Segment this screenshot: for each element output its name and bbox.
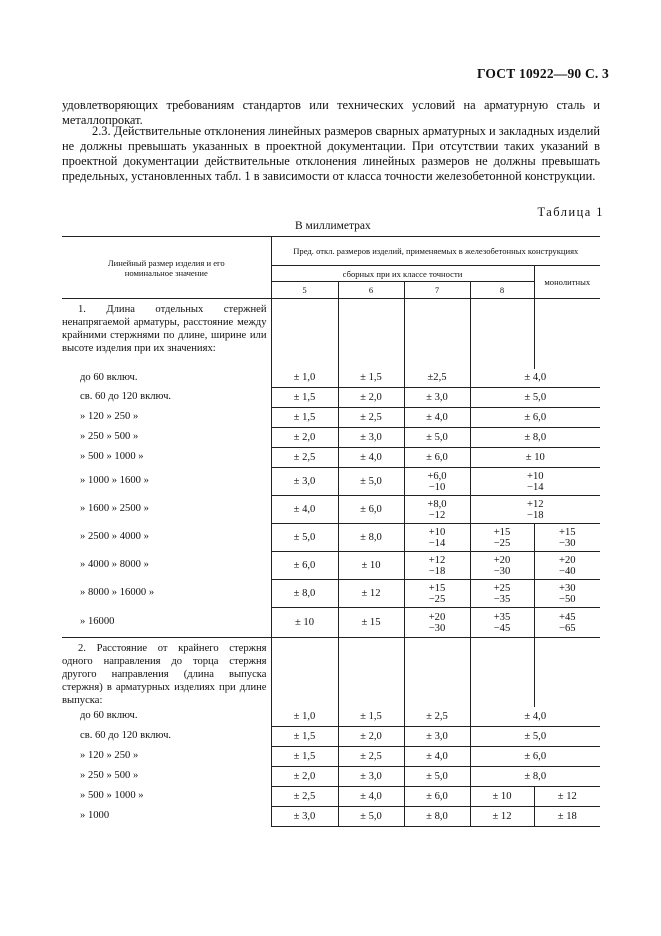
tolerance-line: +20 — [428, 611, 446, 623]
stacked-tolerance — [427, 499, 446, 521]
value-class-7 — [404, 468, 470, 496]
value-class-5: ± 4,0 — [271, 496, 338, 524]
row-label: » 2500 » 4000 » — [80, 531, 149, 543]
value-class-7 — [404, 496, 470, 524]
row-label: » 1600 » 2500 » — [80, 503, 149, 515]
empty-cell — [271, 638, 338, 708]
table-row — [62, 580, 600, 608]
value-class-5: ± 2,5 — [271, 786, 338, 806]
value-class-5: ± 1,5 — [271, 408, 338, 428]
value-class-5: ± 3,0 — [271, 468, 338, 496]
tolerance-line: +15 — [493, 526, 511, 538]
value-class-8-monolithic: ± 6,0 — [470, 746, 600, 766]
value-class-8-monolithic: ± 8,0 — [470, 428, 600, 448]
tolerance-line: +12 — [428, 554, 446, 566]
value-class-5: ± 6,0 — [271, 552, 338, 580]
stacked-tolerance — [527, 499, 544, 521]
tolerance-line: +25 — [493, 582, 511, 594]
empty-cell — [404, 299, 470, 369]
table-row — [62, 608, 600, 638]
tolerance-line: +8,0 — [427, 498, 447, 510]
header-class-7: 7 — [404, 282, 470, 299]
row-label: » 120 » 250 » — [80, 411, 139, 423]
row-label: » 250 » 500 » — [80, 769, 139, 781]
empty-cell — [534, 638, 600, 708]
tolerance-line: +10 — [428, 526, 446, 538]
value-monolithic — [534, 608, 600, 638]
tolerance-line: +35 — [493, 611, 511, 623]
tolerance-line: −40 — [558, 565, 576, 577]
value-class-8-monolithic: ± 10 — [470, 448, 600, 468]
tolerance-line: −30 — [493, 565, 511, 577]
value-class-8-monolithic: ± 5,0 — [470, 726, 600, 746]
value-class-6: ± 2,5 — [338, 408, 404, 428]
row-label: до 60 включ. — [80, 710, 138, 722]
paragraph-continuation: удовлетворяющих требованиям стандартов или технических условий на арматурную сталь и металлопрокат. — [62, 98, 600, 127]
value-class-8-monolithic: ± 4,0 — [470, 707, 600, 726]
section-label: 1. Длина отдельных стержней ненапрягаемой арматуры, расстояние между крайними стержнями по длине, ширине или высоте изделия при их значениях: — [62, 304, 267, 354]
tolerance-table — [62, 236, 600, 827]
row-label: св. 60 до 120 включ. — [80, 391, 172, 403]
stacked-tolerance — [559, 583, 576, 605]
header-class-5: 5 — [271, 282, 338, 299]
row-label: » 500 » 1000 » — [80, 451, 144, 463]
row-label: » 500 » 1000 » — [80, 789, 144, 801]
table-row — [62, 428, 600, 448]
value-class-8 — [470, 552, 534, 580]
section-header-row — [62, 638, 600, 708]
value-class-7 — [404, 524, 470, 552]
value-monolithic — [534, 552, 600, 580]
value-class-6: ± 2,5 — [338, 746, 404, 766]
row-label: » 16000 — [62, 608, 271, 638]
table-row — [62, 468, 600, 496]
stacked-tolerance — [559, 555, 576, 577]
value-class-5: ± 1,5 — [271, 746, 338, 766]
value-class-6: ± 15 — [338, 608, 404, 638]
value-class-8 — [470, 580, 534, 608]
value-class-7: ± 4,0 — [404, 408, 470, 428]
empty-cell — [271, 299, 338, 369]
table-title: Таблица 1 — [537, 205, 604, 219]
value-class-7: ± 4,0 — [404, 746, 470, 766]
section-label: 2. Расстояние от крайнего стержня одного направления до торца стержня другого направления (длина выпуска стержня) в арматурных изделиях при длине выпуска: — [62, 643, 267, 706]
value-class-7: ± 6,0 — [404, 448, 470, 468]
tolerance-line: +20 — [558, 554, 576, 566]
table-row — [62, 806, 600, 826]
value-class-5: ± 3,0 — [271, 806, 338, 826]
stacked-tolerance — [527, 471, 544, 493]
value-class-8-monolithic: ± 8,0 — [470, 766, 600, 786]
header-subgroup: сборных при их классе точности — [271, 266, 534, 282]
value-class-6: ± 10 — [338, 552, 404, 580]
value-class-8 — [470, 608, 534, 638]
stacked-tolerance — [429, 612, 446, 634]
value-monolithic: ± 12 — [534, 786, 600, 806]
empty-cell — [338, 299, 404, 369]
value-class-5: ± 1,5 — [271, 726, 338, 746]
table-units: В миллиметрах — [295, 220, 371, 232]
header-col-dimension: Линейный размер изделия и его номинальное значение — [62, 237, 271, 299]
tolerance-line: −25 — [493, 537, 511, 549]
value-class-7: ± 8,0 — [404, 806, 470, 826]
tolerance-line: −12 — [428, 509, 446, 521]
value-class-8-monolithic — [470, 468, 600, 496]
value-class-5: ± 8,0 — [271, 580, 338, 608]
header-class-6: 6 — [338, 282, 404, 299]
tolerance-line: −10 — [428, 481, 446, 493]
stacked-tolerance — [429, 527, 446, 549]
value-class-6: ± 5,0 — [338, 806, 404, 826]
row-label: » 1000 » 1600 » — [80, 475, 149, 487]
row-label: » 120 » 250 » — [80, 749, 139, 761]
stacked-tolerance — [494, 527, 511, 549]
table-row — [62, 388, 600, 408]
value-class-8: ± 12 — [470, 806, 534, 826]
header-class-8: 8 — [470, 282, 534, 299]
section-header-row — [62, 299, 600, 369]
table-row — [62, 448, 600, 468]
value-class-5: ± 1,0 — [271, 369, 338, 388]
value-class-6: ± 3,0 — [338, 428, 404, 448]
empty-cell — [470, 299, 534, 369]
row-label: » 1000 — [80, 809, 110, 821]
stacked-tolerance — [494, 555, 511, 577]
value-class-6: ± 2,0 — [338, 726, 404, 746]
row-label: до 60 включ. — [80, 371, 138, 383]
value-class-7 — [404, 608, 470, 638]
empty-cell — [338, 638, 404, 708]
value-class-5: ± 2,0 — [271, 766, 338, 786]
tolerance-line: −65 — [558, 622, 576, 634]
value-class-8-monolithic: ± 4,0 — [470, 369, 600, 388]
tolerance-line: +15 — [428, 582, 446, 594]
stacked-tolerance — [494, 612, 511, 634]
tolerance-line: −30 — [558, 537, 576, 549]
page-header: ГОСТ 10922—90 С. 3 — [476, 66, 609, 81]
value-class-7: ± 6,0 — [404, 786, 470, 806]
header-group: Пред. откл. размеров изделий, применяемых в железобетонных конструкциях — [271, 237, 600, 266]
value-class-6: ± 2,0 — [338, 388, 404, 408]
tolerance-line: −14 — [428, 537, 446, 549]
tolerance-line: +10 — [526, 470, 544, 482]
table-row — [62, 786, 600, 806]
value-class-7: ± 2,5 — [404, 707, 470, 726]
value-class-8 — [470, 524, 534, 552]
stacked-tolerance — [429, 555, 446, 577]
value-class-7: ± 5,0 — [404, 766, 470, 786]
table-row — [62, 552, 600, 580]
stacked-tolerance — [429, 583, 446, 605]
tolerance-line: +12 — [526, 498, 544, 510]
value-class-8: ± 10 — [470, 786, 534, 806]
value-class-6: ± 4,0 — [338, 786, 404, 806]
table-row — [62, 524, 600, 552]
value-class-6: ± 3,0 — [338, 766, 404, 786]
value-class-7: ± 3,0 — [404, 388, 470, 408]
value-class-7: ± 5,0 — [404, 428, 470, 448]
tolerance-line: +45 — [558, 611, 576, 623]
value-class-5: ± 1,5 — [271, 388, 338, 408]
value-class-6: ± 12 — [338, 580, 404, 608]
value-class-8-monolithic: ± 5,0 — [470, 388, 600, 408]
tolerance-line: −30 — [428, 622, 446, 634]
row-label: » 250 » 500 » — [80, 431, 139, 443]
header-monolithic: монолитных — [534, 266, 600, 299]
value-class-7: ±2,5 — [404, 369, 470, 388]
value-monolithic — [534, 580, 600, 608]
table-row — [62, 496, 600, 524]
value-class-7: ± 3,0 — [404, 726, 470, 746]
row-label: » 4000 » 8000 » — [80, 559, 149, 571]
tolerance-line: +20 — [493, 554, 511, 566]
row-label: св. 60 до 120 включ. — [80, 729, 172, 741]
value-class-6: ± 8,0 — [338, 524, 404, 552]
tolerance-line: +6,0 — [427, 470, 447, 482]
stacked-tolerance — [559, 527, 576, 549]
empty-cell — [534, 299, 600, 369]
value-monolithic: ± 18 — [534, 806, 600, 826]
value-class-5: ± 1,0 — [271, 707, 338, 726]
tolerance-line: −18 — [428, 565, 446, 577]
paragraph-2-3: 2.3. Действительные отклонения линейных размеров сварных арматурных и закладных изделий не должны превышать указанных в проектной документации. При отсутствии таких указаний в проектной документации действительные отклонения линейных размеров не должны превышать предельных, установленных табл. 1 в зависимости от класса точности железобетонной конструкции. — [62, 124, 600, 183]
empty-cell — [404, 638, 470, 708]
value-class-8-monolithic — [470, 496, 600, 524]
value-class-6: ± 5,0 — [338, 468, 404, 496]
value-class-6: ± 4,0 — [338, 448, 404, 468]
value-class-5: ± 10 — [271, 608, 338, 638]
table-row — [62, 726, 600, 746]
tolerance-line: −45 — [493, 622, 511, 634]
table-row — [62, 408, 600, 428]
value-class-7 — [404, 580, 470, 608]
table-row — [62, 766, 600, 786]
tolerance-line: −35 — [493, 593, 511, 605]
value-class-7 — [404, 552, 470, 580]
value-class-5: ± 2,5 — [271, 448, 338, 468]
value-class-6: ± 6,0 — [338, 496, 404, 524]
stacked-tolerance — [427, 471, 446, 493]
table-row — [62, 707, 600, 726]
tolerance-line: +15 — [558, 526, 576, 538]
table-row — [62, 746, 600, 766]
tolerance-line: −25 — [428, 593, 446, 605]
tolerance-line: −18 — [526, 509, 544, 521]
stacked-tolerance — [494, 583, 511, 605]
stacked-tolerance — [559, 612, 576, 634]
tolerance-line: +30 — [558, 582, 576, 594]
value-class-5: ± 5,0 — [271, 524, 338, 552]
tolerance-line: −14 — [526, 481, 544, 493]
empty-cell — [470, 638, 534, 708]
value-class-6: ± 1,5 — [338, 707, 404, 726]
value-class-5: ± 2,0 — [271, 428, 338, 448]
row-label: » 8000 » 16000 » — [80, 587, 155, 599]
value-class-6: ± 1,5 — [338, 369, 404, 388]
value-monolithic — [534, 524, 600, 552]
tolerance-line: −50 — [558, 593, 576, 605]
value-class-8-monolithic: ± 6,0 — [470, 408, 600, 428]
table-row — [62, 369, 600, 388]
